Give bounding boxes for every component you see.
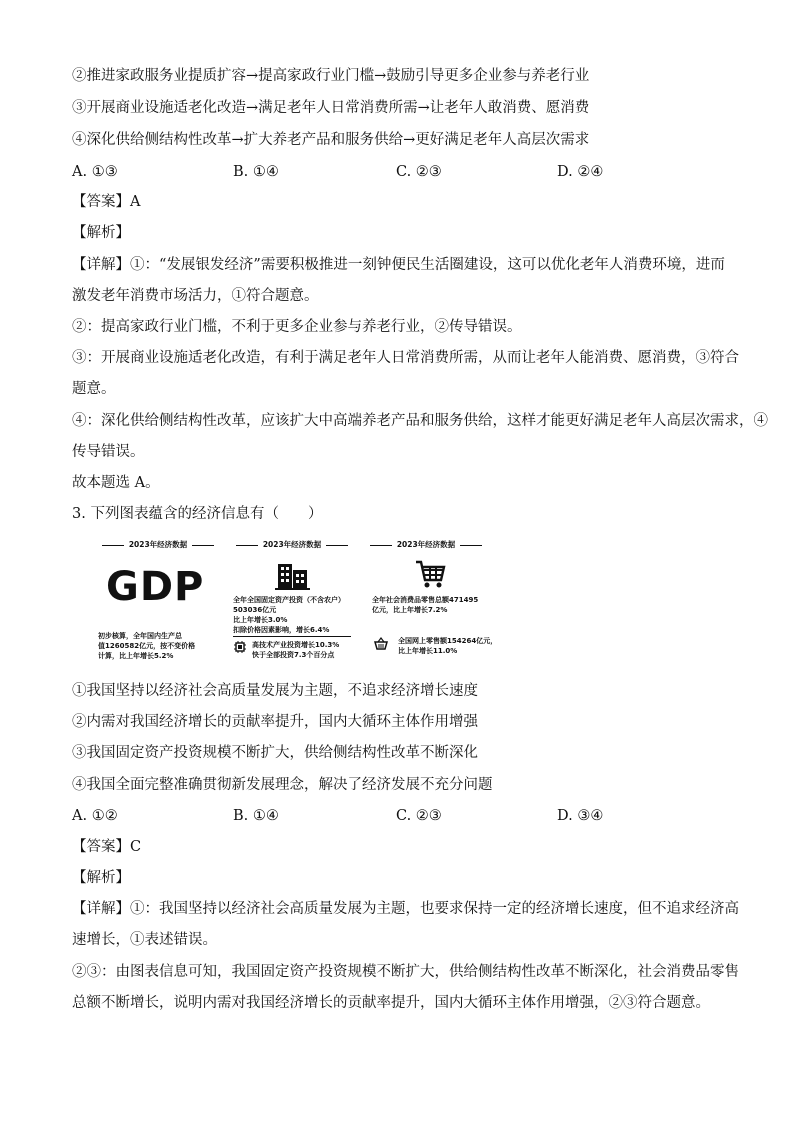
choice-c: C. ②③ [396,164,442,180]
detail-1a: 【详解】①：“发展银发经济”需要积极推进一刻钟便民生活圈建设，这可以优化老年人消费环境，进而 [72,257,725,273]
divider [233,636,351,637]
gdp-logo: GDP [106,564,205,610]
conclusion-1: 故本题选 A。 [72,475,160,491]
detail2-1b: 速增长，①表述错误。 [72,932,217,948]
shopping-cart-icon [414,558,446,590]
detail2-2b: 总额不断增长，说明内需对我国经济增长的贡献率提升，国内大循环主体作用增强，②③符合题意。 [72,995,710,1011]
detail-3b: 题意。 [72,381,116,397]
statement-2: ②内需对我国经济增长的贡献率提升，国内大循环主体作用增强 [72,714,478,730]
choice2-d: D. ③④ [557,808,604,824]
detail-3a: ③：开展商业设施适老化改造，有利于满足老年人日常消费所需，从而让老年人能消费、愿消费，③符合 [72,350,739,366]
invest-note-2: 503036亿元 [233,606,277,614]
answer-1: 【答案】A [72,194,141,210]
statement-1: ①我国坚持以经济社会高质量发展为主题，不追求经济增长速度 [72,683,478,699]
invest-note-3: 比上年增长3.0% [233,616,288,624]
choice2-b: B. ①④ [233,808,279,824]
detail2-1a: 【详解】①：我国坚持以经济社会高质量发展为主题，也要求保持一定的经济增长速度，但不追求经济高 [72,901,739,917]
online-note-2: 比上年增长11.0% [398,647,458,655]
gdp-note-2: 值1260582亿元，按不变价格 [98,642,196,650]
detail-2: ②：提高家政行业门槛，不利于更多企业参与养老行业，②传导错误。 [72,319,522,335]
economic-infographic [96,538,496,666]
gdp-note-3: 计算，比上年增长5.2% [98,652,174,660]
answer-2: 【答案】C [72,839,142,855]
chip-icon [234,641,246,653]
infographic-header-1: 2023年经济数据 [96,538,220,552]
statement-4: ④我国全面完整准确贯彻新发展理念，解决了经济发展不充分问题 [72,777,493,793]
statement-3: ③我国固定资产投资规模不断扩大，供给侧结构性改革不断深化 [72,745,478,761]
detail2-2a: ②③：由图表信息可知，我国固定资产投资规模不断扩大，供给侧结构性改革不断深化，社会消费品零售 [72,964,739,980]
detail-4b: 传导错误。 [72,444,145,460]
question-3: 3. 下列图表蕴含的经济信息有（ ） [72,506,323,522]
invest-note-1: 全年全国固定资产投资（不含农户） [233,596,345,604]
option-line-3: ③开展商业设施适老化改造→满足老年人日常消费所需→让老年人敢消费、愿消费 [72,100,590,116]
infographic-header-2: 2023年经济数据 [230,538,354,552]
analysis-2: 【解析】 [72,870,130,886]
retail-note-2: 亿元，比上年增长7.2% [372,606,448,614]
choice2-a: A. ①② [72,808,118,824]
building-icon [274,560,312,590]
invest-note-4: 扣除价格因素影响，增长6.4% [233,626,330,634]
basket-icon [374,637,388,651]
retail-note-1: 全年社会消费品零售总额471495 [372,596,479,604]
choice-a: A. ①③ [72,164,118,180]
online-note-1: 全国网上零售额154264亿元， [398,637,498,645]
choice-d: D. ②④ [557,164,604,180]
option-line-4: ④深化供给侧结构性改革→扩大养老产品和服务供给→更好满足老年人高层次需求 [72,132,590,148]
hitech-note-2: 快于全部投资7.3个百分点 [252,651,335,659]
detail-4a: ④：深化供给侧结构性改革，应该扩大中高端养老产品和服务供给，这样才能更好满足老年人高层次需求，④ [72,413,768,429]
gdp-note-1: 初步核算，全年国内生产总 [98,632,182,640]
option-line-2: ②推进家政服务业提质扩容→提高家政行业门槛→鼓励引导更多企业参与养老行业 [72,68,590,84]
choice2-c: C. ②③ [396,808,442,824]
choice-b: B. ①④ [233,164,279,180]
detail-1b: 激发老年消费市场活力，①符合题意。 [72,288,319,304]
infographic-header-3: 2023年经济数据 [364,538,488,552]
hitech-note-1: 高技术产业投资增长10.3% [252,641,340,649]
analysis-1: 【解析】 [72,225,130,241]
